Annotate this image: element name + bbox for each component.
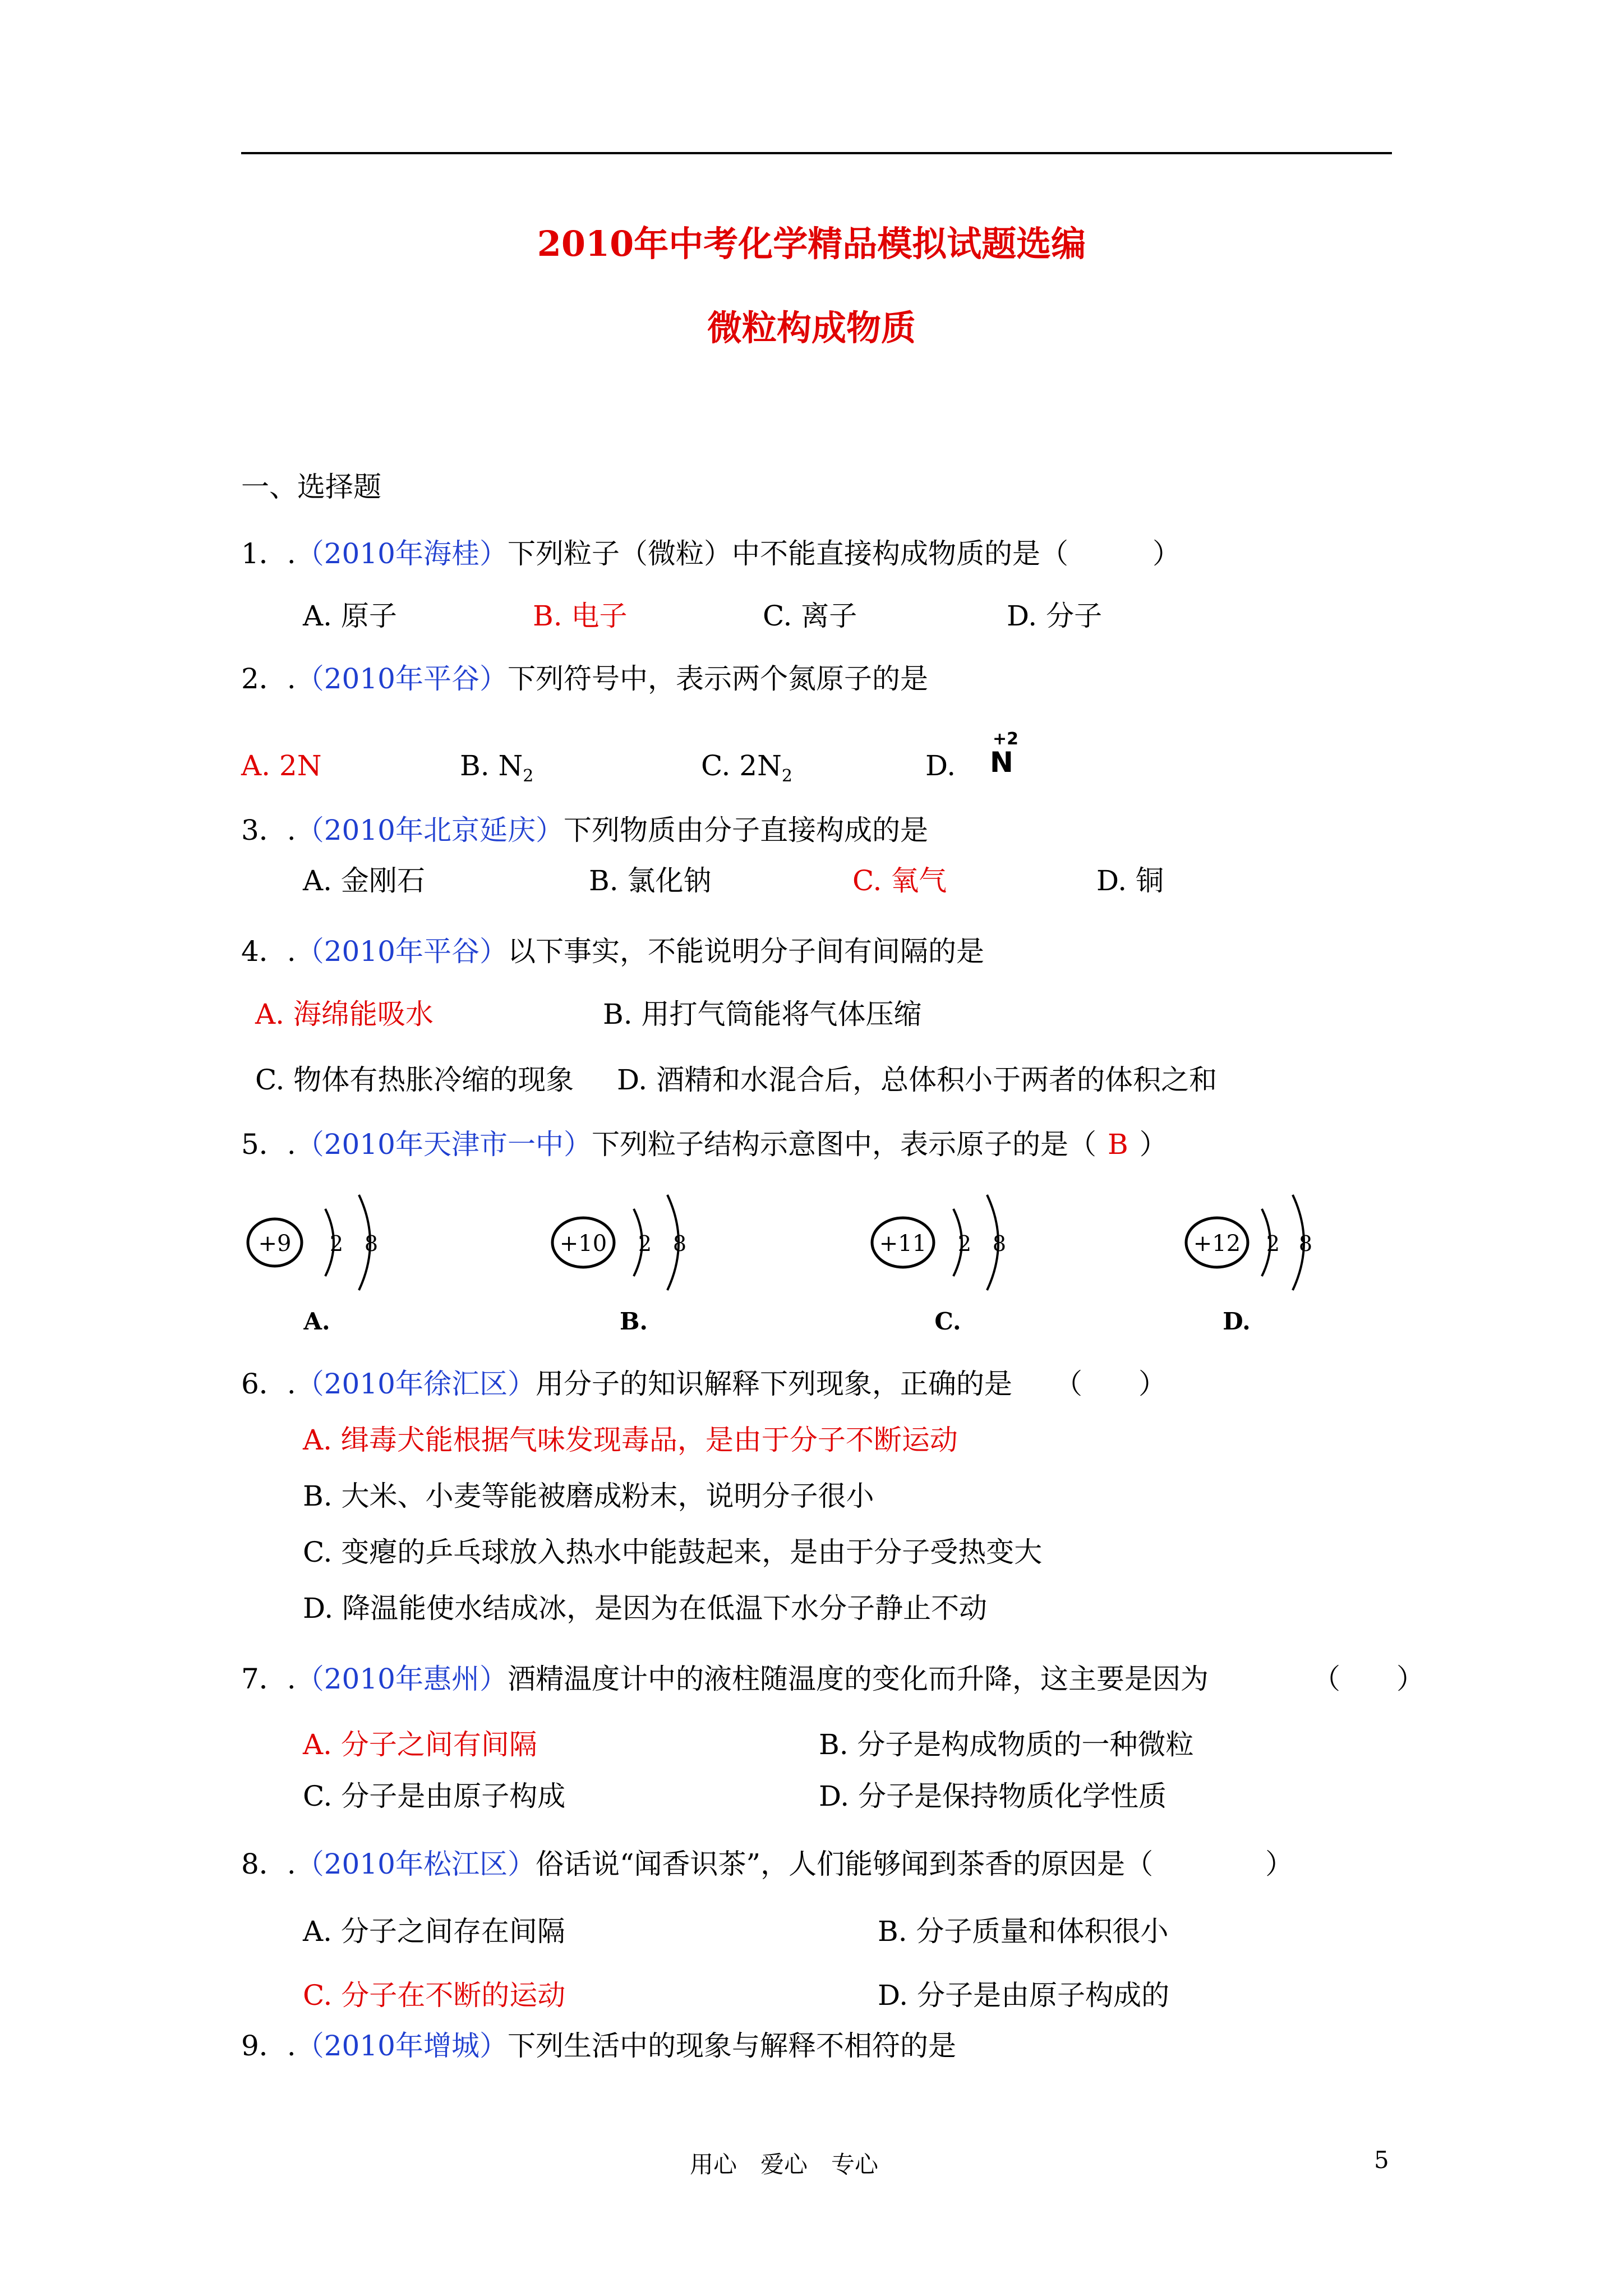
question-answer: B bbox=[1107, 1128, 1128, 1161]
atom-diagram-d bbox=[1186, 1195, 1312, 1335]
question-2 bbox=[241, 662, 928, 696]
subscript: 2 bbox=[781, 766, 792, 786]
diagram-label: D. bbox=[1223, 1308, 1251, 1335]
page-number: 5 bbox=[1374, 2146, 1389, 2174]
question-text: 下列物质由分子直接构成的是 bbox=[563, 814, 928, 846]
question-text: 酒精温度计中的液柱随温度的变化而升降，这主要是因为 bbox=[507, 1663, 1209, 1695]
page-footer: 用心 爱心 专心 bbox=[690, 2151, 879, 2178]
q6-option-a: A. 缉毒犬能根据气味发现毒品，是由于分子不断运动 bbox=[303, 1424, 958, 1456]
q2-option-c bbox=[701, 749, 792, 793]
question-9 bbox=[241, 2029, 956, 2063]
question-text: 用分子的知识解释下列现象，正确的是 （ ） bbox=[535, 1368, 1166, 1400]
q4-option-a: A. 海绵能吸水 bbox=[255, 998, 434, 1030]
q1-option-a: A. 原子 bbox=[303, 600, 397, 632]
diagram-label: B. bbox=[619, 1308, 648, 1335]
shell-1-electrons: 2 bbox=[957, 1231, 972, 1256]
q4-option-d: D. 酒精和水混合后，总体积小于两者的体积之和 bbox=[617, 1064, 1218, 1096]
q7-option-b: B. 分子是构成物质的一种微粒 bbox=[819, 1728, 1194, 1761]
question-number: 8．. bbox=[241, 1848, 296, 1880]
question-number: 3．. bbox=[241, 814, 296, 846]
question-source: （2010年天津市一中） bbox=[296, 1128, 592, 1161]
question-6 bbox=[241, 1367, 1166, 1401]
q8-option-c: C. 分子在不断的运动 bbox=[303, 1979, 566, 2012]
atom-diagrams bbox=[241, 1178, 1391, 1346]
question-number: 5．. bbox=[241, 1128, 296, 1161]
question-text: 俗话说“闻香识茶”，人们能够闻到茶香的原因是（ ） bbox=[535, 1848, 1294, 1880]
q7-option-c: C. 分子是由原子构成 bbox=[303, 1780, 566, 1812]
shell-1-electrons: 2 bbox=[1266, 1231, 1280, 1256]
q7-answer-bracket: （ ） bbox=[1312, 1663, 1424, 1695]
question-text: 下列粒子结构示意图中，表示原子的是（ bbox=[591, 1128, 1096, 1161]
q3-option-b: B. 氯化钠 bbox=[589, 864, 712, 897]
shell-2-electrons: 8 bbox=[672, 1231, 687, 1256]
question-8 bbox=[241, 1847, 1293, 1881]
q6-option-b: B. 大米、小麦等能被磨成粉末，说明分子很小 bbox=[303, 1480, 874, 1512]
atom-diagram-c bbox=[872, 1195, 1006, 1335]
q7-option-a: A. 分子之间有间隔 bbox=[303, 1728, 537, 1761]
shell-2-electrons: 8 bbox=[364, 1231, 379, 1256]
q6-option-d: D. 降温能使水结成冰，是因为在低温下水分子静止不动 bbox=[303, 1592, 988, 1625]
q2-option-a: A. 2N bbox=[241, 749, 322, 782]
q7-option-d: D. 分子是保持物质化学性质 bbox=[819, 1780, 1167, 1812]
q6-option-c: C. 变瘪的乒乓球放入热水中能鼓起来，是由于分子受热变大 bbox=[303, 1536, 1043, 1568]
q8-option-a: A. 分子之间存在间隔 bbox=[303, 1915, 565, 1948]
q3-option-a: A. 金刚石 bbox=[303, 864, 425, 897]
q1-option-c: C. 离子 bbox=[763, 600, 857, 632]
question-number: 2．. bbox=[241, 662, 296, 695]
q8-option-d: D. 分子是由原子构成的 bbox=[878, 1979, 1170, 2012]
question-source: （2010年松江区） bbox=[296, 1848, 536, 1880]
question-text: 下列粒子（微粒）中不能直接构成物质的是（ ） bbox=[507, 537, 1181, 570]
atom-diagram-b bbox=[552, 1195, 686, 1335]
doc-title: 2010年中考化学精品模拟试题选编 bbox=[537, 223, 1086, 264]
subscript: 2 bbox=[523, 766, 534, 786]
question-source: （2010年徐汇区） bbox=[296, 1368, 536, 1400]
question-1 bbox=[241, 537, 1181, 570]
q2-option-d-charge: +2 bbox=[993, 729, 1019, 749]
question-4 bbox=[241, 935, 984, 968]
q2-option-d-symbol: N bbox=[990, 746, 1013, 779]
q2-option-d: D. bbox=[925, 749, 956, 782]
question-text: 下列生活中的现象与解释不相符的是 bbox=[507, 2030, 956, 2062]
question-text: 以下事实，不能说明分子间有间隔的是 bbox=[507, 935, 984, 968]
question-source: （2010年平谷） bbox=[296, 935, 508, 968]
atom-diagram-a bbox=[248, 1195, 378, 1335]
question-text: 下列符号中，表示两个氮原子的是 bbox=[507, 662, 928, 695]
shell-1-electrons: 2 bbox=[329, 1231, 344, 1256]
q2-option-b bbox=[460, 749, 533, 793]
nucleus-charge: +9 bbox=[258, 1231, 292, 1257]
question-number: 9．. bbox=[241, 2030, 296, 2062]
question-source: （2010年海桂） bbox=[296, 537, 508, 570]
shell-1-electrons: 2 bbox=[638, 1231, 652, 1256]
question-3 bbox=[241, 813, 928, 847]
nucleus-charge: +10 bbox=[559, 1231, 607, 1257]
question-source: （2010年北京延庆） bbox=[296, 814, 564, 846]
q8-option-b: B. 分子质量和体积很小 bbox=[878, 1915, 1169, 1948]
question-number: 6．. bbox=[241, 1368, 296, 1400]
nucleus-charge: +12 bbox=[1193, 1231, 1241, 1257]
nucleus-charge: +11 bbox=[879, 1231, 927, 1257]
q4-option-b: B. 用打气筒能将气体压缩 bbox=[603, 998, 922, 1030]
question-number: 7．. bbox=[241, 1663, 296, 1695]
q2-option-b-text: B. N bbox=[460, 749, 523, 782]
question-text-end: ） bbox=[1139, 1128, 1168, 1161]
question-7 bbox=[241, 1662, 1209, 1696]
doc-subtitle: 微粒构成物质 bbox=[707, 307, 916, 348]
header-rule bbox=[241, 152, 1392, 154]
q2-option-c-text: C. 2N bbox=[701, 749, 782, 782]
shell-2-electrons: 8 bbox=[1298, 1231, 1313, 1256]
q3-option-c: C. 氧气 bbox=[852, 864, 947, 897]
q4-option-c: C. 物体有热胀冷缩的现象 bbox=[255, 1064, 574, 1096]
section-heading: 一、选择题 bbox=[241, 471, 381, 503]
diagram-label: A. bbox=[303, 1308, 330, 1335]
q1-option-b: B. 电子 bbox=[533, 600, 628, 632]
question-5 bbox=[241, 1128, 1168, 1161]
question-number: 4．. bbox=[241, 935, 296, 968]
shell-2-electrons: 8 bbox=[992, 1231, 1007, 1256]
diagram-label: C. bbox=[934, 1308, 961, 1335]
question-number: 1．. bbox=[241, 537, 296, 570]
q1-option-d: D. 分子 bbox=[1007, 600, 1103, 632]
question-source: （2010年平谷） bbox=[296, 662, 508, 695]
question-source: （2010年惠州） bbox=[296, 1663, 508, 1695]
question-source: （2010年增城） bbox=[296, 2030, 508, 2062]
q3-option-d: D. 铜 bbox=[1096, 864, 1164, 897]
